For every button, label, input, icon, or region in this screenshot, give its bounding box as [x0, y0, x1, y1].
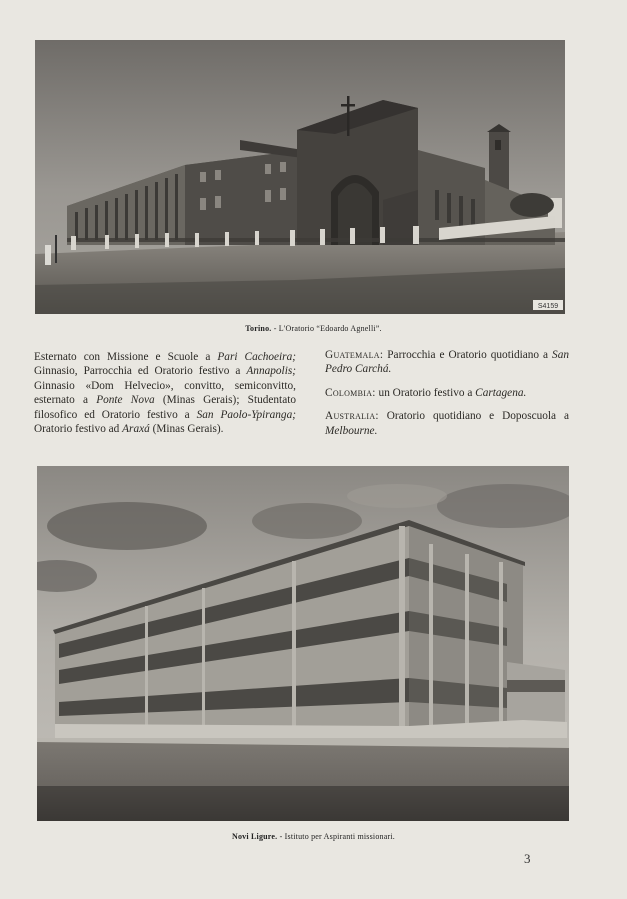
place-name: San Paolo-Ypiranga; — [196, 408, 296, 421]
photo-novi-ligure-institute — [37, 466, 569, 821]
paragraph-colombia — [325, 386, 569, 400]
caption-novi-ligure — [0, 832, 627, 841]
text-segment: (Minas Gerais). — [149, 423, 224, 436]
place-name: San Pedro Carchá. — [325, 349, 569, 376]
text-segment: Oratorio festivo ad — [34, 423, 123, 436]
caption-torino — [0, 324, 627, 333]
text-segment: (Minas Gerais); Studentato filosofico ed Oratorio festivo a — [34, 394, 296, 421]
country-label: Australia: — [325, 410, 379, 423]
country-label: Colombia: — [325, 386, 376, 399]
place-name: Cartagena. — [475, 386, 527, 399]
page-number: 3 — [524, 851, 531, 866]
text-segment: Esternato con Missione e Scuole a — [34, 351, 218, 363]
text-segment: Ginnasio «Dom Helvecio», convitto, semiconvitto, esternato a — [34, 379, 296, 407]
place-name: Ponte Nova — [96, 394, 155, 407]
place-name: Annapolis; — [246, 365, 296, 378]
text-segment: un Oratorio festivo a — [375, 386, 476, 399]
caption-novi-ligure-place: Novi Ligure. — [232, 832, 278, 841]
country-label: Guatemala: — [325, 349, 384, 361]
text-segment: Oratorio quotidiano e Doposcuola a — [378, 410, 569, 423]
photo-archive-mark: S4159 — [537, 303, 559, 310]
text-segment: Ginnasio, Parrocchia ed Oratorio festivo a — [34, 365, 247, 378]
paragraph-brazil-houses — [34, 350, 296, 436]
place-name: Araxá — [122, 423, 150, 436]
caption-torino-text: - L'Oratorio “Edoardo Agnelli”. — [273, 324, 382, 333]
caption-torino-place: Torino. — [245, 324, 272, 333]
caption-novi-ligure-text: - Istituto per Aspiranti missionari. — [279, 832, 395, 841]
torino-photo-illustration — [35, 40, 565, 314]
text-segment: Parrocchia e Oratorio quotidiano a — [383, 349, 553, 361]
text-column-right — [325, 348, 569, 447]
place-name: Melbourne. — [325, 424, 378, 437]
paragraph-australia — [325, 409, 569, 438]
photo-torino-oratory — [35, 40, 565, 314]
text-column-left — [34, 350, 296, 436]
paragraph-guatemala — [325, 348, 569, 377]
novi-ligure-photo-illustration — [37, 466, 569, 821]
place-name: Pari Cachoeira; — [217, 351, 296, 363]
